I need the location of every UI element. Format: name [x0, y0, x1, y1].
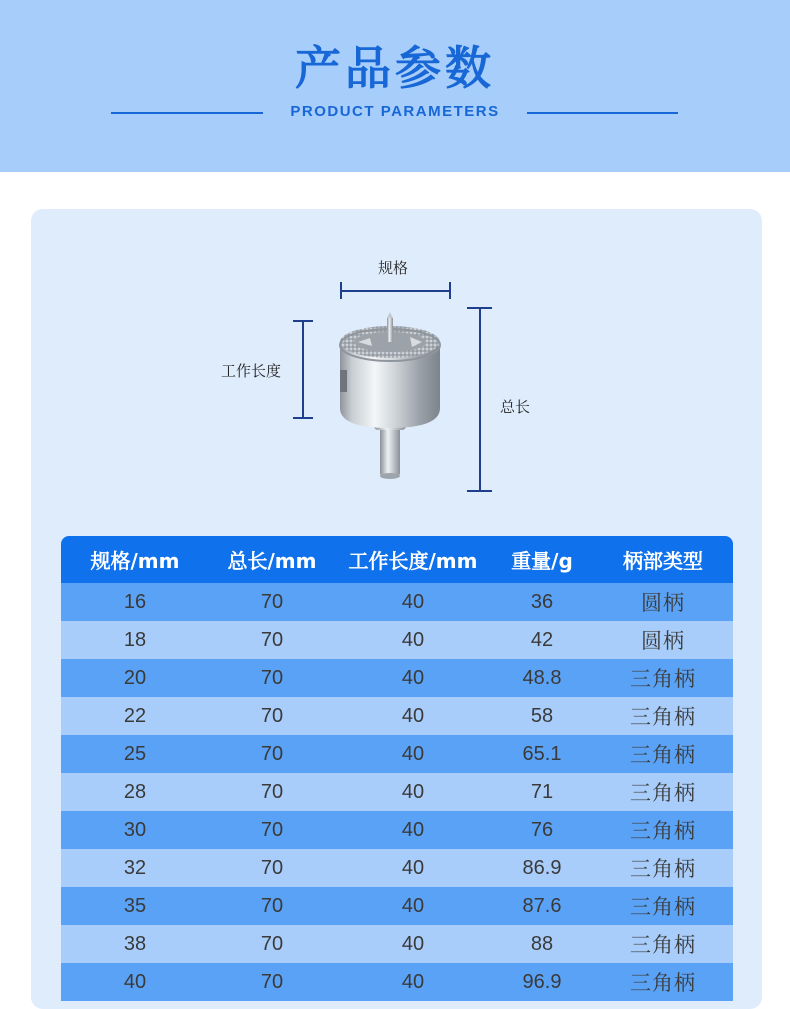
- cell-spec: 16: [123, 590, 147, 613]
- table-row: [61, 659, 733, 697]
- spec-dimension-label: 规格: [378, 259, 409, 277]
- cell-working-length: 40: [401, 666, 425, 689]
- cell-weight: 65.1: [522, 742, 562, 765]
- cell-total-length: 70: [260, 932, 284, 955]
- total-length-label: 总长: [500, 398, 531, 416]
- header-total-length: 总长/mm: [227, 549, 317, 573]
- table-row: [61, 811, 733, 849]
- cell-shank-type: 圆柄: [641, 629, 685, 653]
- cell-spec: 22: [123, 704, 147, 727]
- cell-weight: 42: [530, 628, 554, 651]
- working-length-tick-top: [293, 320, 313, 322]
- table-row: [61, 849, 733, 887]
- cell-weight: 96.9: [522, 970, 562, 993]
- cell-total-length: 70: [260, 590, 284, 613]
- cell-working-length: 40: [401, 970, 425, 993]
- hole-saw-drill-bit-image: [330, 312, 460, 482]
- table-row: [61, 621, 733, 659]
- cell-weight: 87.6: [522, 894, 562, 917]
- page-title: 产品参数: [295, 41, 495, 95]
- table-header-row: [61, 536, 733, 583]
- cell-total-length: 70: [260, 704, 284, 727]
- cell-total-length: 70: [260, 856, 284, 879]
- total-length-tick-top: [467, 307, 492, 309]
- spec-dimension-line: [340, 290, 451, 292]
- cell-working-length: 40: [401, 856, 425, 879]
- cell-weight: 86.9: [522, 856, 562, 879]
- cell-total-length: 70: [260, 894, 284, 917]
- table-row: [61, 887, 733, 925]
- cell-spec: 30: [123, 818, 147, 841]
- table-row: [61, 963, 733, 1001]
- cell-working-length: 40: [401, 894, 425, 917]
- spec-dimension-tick-right: [449, 282, 451, 299]
- total-length-line: [479, 307, 481, 492]
- cell-spec: 35: [123, 894, 147, 917]
- cell-total-length: 70: [260, 970, 284, 993]
- table-row: [61, 925, 733, 963]
- cell-spec: 25: [123, 742, 147, 765]
- cell-shank-type: 三角柄: [630, 895, 696, 919]
- cell-shank-type: 圆柄: [641, 591, 685, 615]
- cell-working-length: 40: [401, 704, 425, 727]
- table-row: [61, 583, 733, 621]
- cell-shank-type: 三角柄: [630, 971, 696, 995]
- table-row: [61, 773, 733, 811]
- header-shank-type: 柄部类型: [623, 549, 703, 573]
- cell-shank-type: 三角柄: [630, 781, 696, 805]
- cell-shank-type: 三角柄: [630, 743, 696, 767]
- cell-weight: 88: [530, 932, 554, 955]
- table-row: [61, 697, 733, 735]
- cell-spec: 18: [123, 628, 147, 651]
- table-row: [61, 735, 733, 773]
- cell-working-length: 40: [401, 742, 425, 765]
- working-length-tick-bottom: [293, 417, 313, 419]
- header-weight: 重量/g: [511, 549, 573, 573]
- header-spec: 规格/mm: [90, 549, 180, 573]
- cell-weight: 36: [530, 590, 554, 613]
- cell-total-length: 70: [260, 666, 284, 689]
- header-working-length: 工作长度/mm: [348, 549, 478, 573]
- cell-total-length: 70: [260, 742, 284, 765]
- cell-shank-type: 三角柄: [630, 667, 696, 691]
- cell-working-length: 40: [401, 628, 425, 651]
- cell-shank-type: 三角柄: [630, 705, 696, 729]
- cell-total-length: 70: [260, 818, 284, 841]
- cell-shank-type: 三角柄: [630, 933, 696, 957]
- working-length-line: [302, 320, 304, 419]
- cell-spec: 28: [123, 780, 147, 803]
- cell-spec: 20: [123, 666, 147, 689]
- cell-working-length: 40: [401, 932, 425, 955]
- cell-spec: 32: [123, 856, 147, 879]
- cell-spec: 38: [123, 932, 147, 955]
- cell-total-length: 70: [260, 628, 284, 651]
- total-length-tick-bottom: [467, 490, 492, 492]
- page-subtitle: PRODUCT PARAMETERS: [290, 103, 500, 120]
- cell-working-length: 40: [401, 818, 425, 841]
- cell-working-length: 40: [401, 590, 425, 613]
- cell-shank-type: 三角柄: [630, 857, 696, 881]
- cell-shank-type: 三角柄: [630, 819, 696, 843]
- spec-dimension-tick-left: [340, 282, 342, 299]
- cell-total-length: 70: [260, 780, 284, 803]
- cell-weight: 76: [530, 818, 554, 841]
- parameter-table: [61, 536, 733, 1001]
- working-length-label: 工作长度: [221, 362, 282, 380]
- cell-weight: 48.8: [522, 666, 562, 689]
- cell-working-length: 40: [401, 780, 425, 803]
- cell-spec: 40: [123, 970, 147, 993]
- cell-weight: 58: [530, 704, 554, 727]
- cell-weight: 71: [530, 780, 554, 803]
